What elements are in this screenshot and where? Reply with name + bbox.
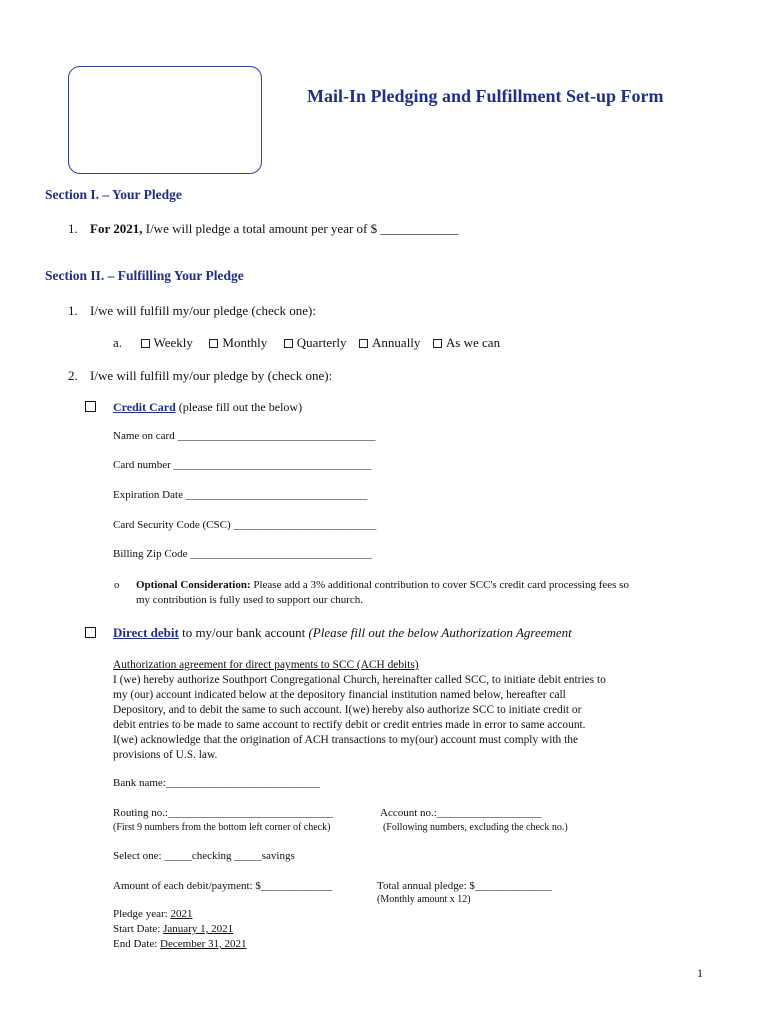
pledge-amount-line [90,221,458,237]
q1-text: I/we will fulfill my/our pledge (check one): [90,303,316,318]
optional-bullet: o [114,579,120,591]
agreement-line: my (our) account indicated below at the depository financial institution named below, hereafter call [113,689,566,701]
direct-debit-line [113,625,572,641]
start-date-value: January 1, 2021 [163,923,234,935]
logo-placeholder-box [68,66,262,174]
total-annual-field[interactable]: Total annual pledge: $______________ [377,880,552,892]
routing-note: (First 9 numbers from the bottom left corner of check) [113,822,331,833]
end-date-label: End Date: [113,938,161,950]
option-annually[interactable]: Annually [359,335,420,350]
agreement-line: Depository, and to debit the same to such account. I(we) hereby also authorize SCC to initiate credit or [113,704,582,716]
agreement-heading: Authorization agreement for direct payments to SCC (ACH debits) [113,659,419,671]
direct-debit-link[interactable]: Direct debit [113,625,179,640]
start-date-label: Start Date: [113,923,164,935]
frequency-row [113,335,500,351]
account-note: (Following numbers, excluding the check no.) [383,822,568,833]
amount-each-field[interactable]: Amount of each debit/payment: $_____________ [113,880,333,892]
agreement-line: provisions of U.S. law. [113,749,218,761]
page-title: Mail-In Pledging and Fulfillment Set-up Form [307,86,664,106]
option-weekly[interactable]: Weekly [141,335,193,350]
pledge-year-value: 2021 [170,908,193,920]
credit-card-link[interactable]: Credit Card [113,400,176,414]
page-number: 1 [697,966,703,980]
checkbox-icon[interactable] [359,339,368,348]
option-quarterly[interactable]: Quarterly [284,335,347,350]
q2-number: 2. [68,368,78,383]
billing-zip-field[interactable]: Billing Zip Code _________________________________ [113,548,372,560]
agreement-line: I(we) acknowledge that the origination of ACH transactions to my(our) account must comply with the [113,734,579,746]
checkbox-icon[interactable] [433,339,442,348]
checkbox-icon[interactable] [141,339,150,348]
agreement-line: debit entries to be made to same account to rectify debit or credit entries made in error to same account. [113,719,586,731]
expiration-date-field[interactable]: Expiration Date _________________________________ [113,489,368,501]
bank-name-field[interactable]: Bank name:____________________________ [113,777,320,789]
optional-consideration-line-2: my contribution is fully used to support our church. [136,594,363,606]
routing-number-field[interactable]: Routing no.:______________________________ [113,807,334,819]
optional-consideration-label: Optional Consideration: [136,579,251,591]
csc-field[interactable]: Card Security Code (CSC) __________________________ [113,519,377,531]
total-note: (Monthly amount x 12) [377,894,471,905]
pledge-year-label: Pledge year: [113,908,171,920]
name-on-card-field[interactable]: Name on card ____________________________________ [113,430,376,442]
direct-debit-text: to my/our bank account [178,625,309,640]
end-date-line [113,938,247,950]
agreement-line: I (we) hereby authorize Southport Congregational Church, hereinafter called SCC, to initiate debit entries to [113,674,606,686]
section-1-item-number: 1. [68,221,78,236]
card-number-field[interactable]: Card number ____________________________________ [113,459,372,471]
direct-debit-checkbox-icon[interactable] [85,627,96,638]
credit-card-note: (please fill out the below) [175,400,303,414]
q1-number: 1. [68,303,78,318]
optional-consideration-line-1 [136,579,629,591]
credit-card-line [113,400,302,415]
end-date-value: December 31, 2021 [160,938,247,950]
checkbox-icon[interactable] [209,339,218,348]
direct-debit-note: (Please fill out the below Authorization Agreement [308,625,572,640]
q2-text: I/we will fulfill my/our pledge by (check one): [90,368,333,383]
account-type-select[interactable]: Select one: _____checking _____savings [113,850,295,862]
start-date-line [113,923,233,935]
pledge-year-line [113,908,192,920]
account-number-field[interactable]: Account no.:___________________ [380,807,542,819]
optional-consideration-text: Please add a 3% additional contribution to cover SCC's credit card processing fees so [250,579,629,591]
q1-letter: a. [113,335,123,350]
credit-card-checkbox-icon[interactable] [85,401,96,412]
section-2-heading: Section II. – Fulfilling Your Pledge [45,268,244,283]
option-monthly[interactable]: Monthly [209,335,267,350]
option-as-we-can[interactable]: As we can [433,335,500,350]
pledge-amount-text[interactable]: I/we will pledge a total amount per year of $ ____________ [142,221,459,236]
section-1-heading: Section I. – Your Pledge [45,187,182,202]
checkbox-icon[interactable] [284,339,293,348]
pledge-year-bold: For 2021, [90,221,143,236]
